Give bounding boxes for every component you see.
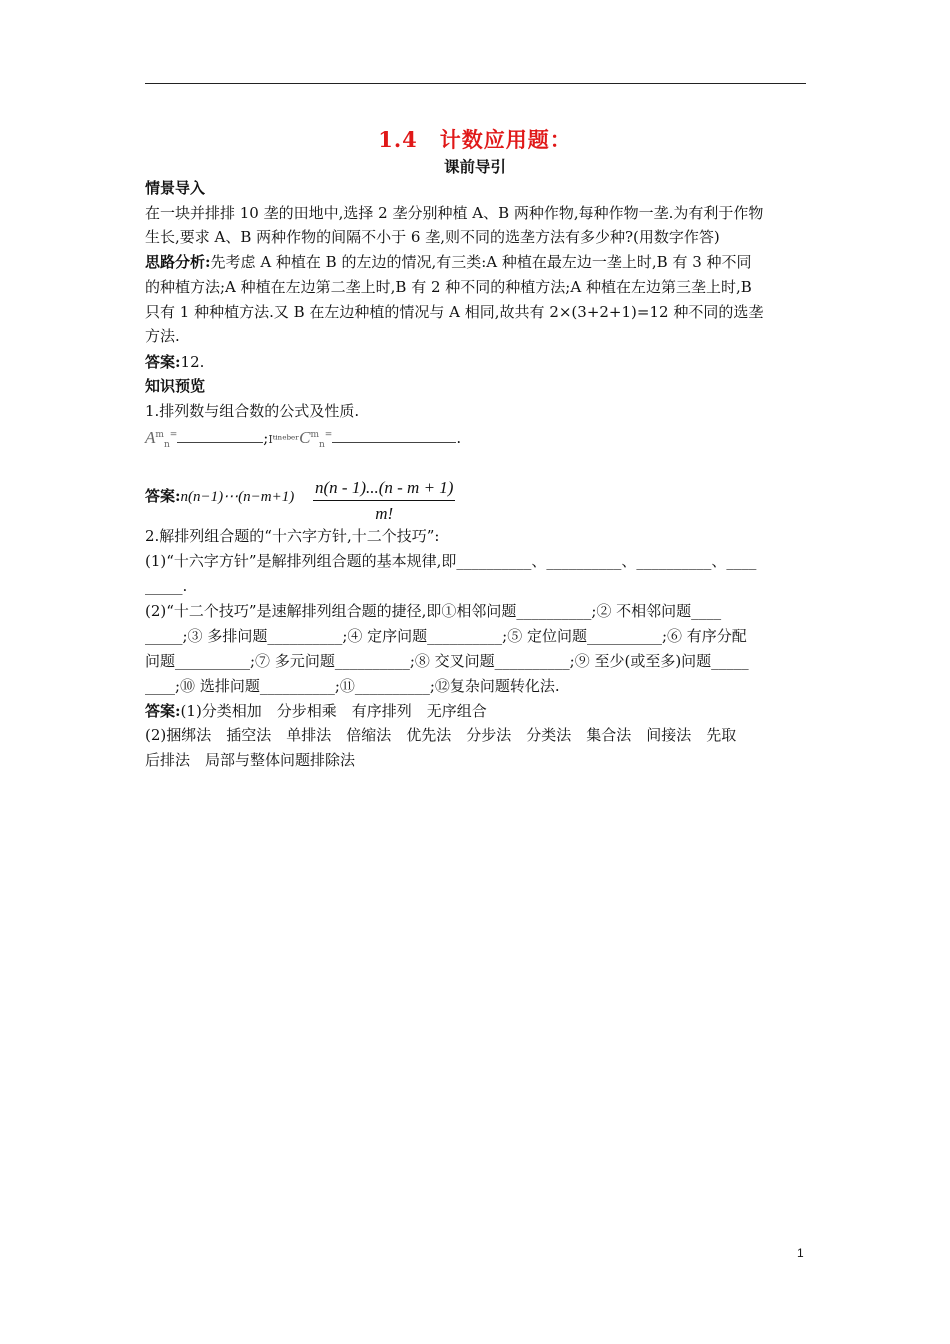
comb-sub: n (319, 440, 325, 450)
analysis-line: 只有 1 种种植方法.又 B 在左边种植的情况与 A 相同,故共有 2×(3+2+1)=12 种不同的选垄 (145, 303, 764, 321)
comb-answer-fraction (313, 478, 455, 524)
technique-line: (2)“十二个技巧”是速解排列组合题的捷径,即①相邻问题__________;② 不相邻问题____ (145, 602, 722, 620)
preview-item-1: 1.排列数与组合数的公式及性质. (145, 402, 360, 420)
technique-line: 问题__________;⑦ 多元问题__________;⑧ 交叉问题__________;⑨ 至少(或至多)问题_____ (145, 652, 749, 670)
analysis-heading: 思路分析: (145, 253, 211, 271)
comb-eq: = (324, 430, 333, 440)
comb-blank (332, 430, 456, 443)
page-number: 1 (797, 1246, 804, 1260)
answer2-heading: 答案: (145, 702, 181, 720)
analysis-line: 方法. (145, 327, 180, 345)
principle-line: (1)“十六字方针”是解排列组合题的基本规律,即__________、__________、__________、____ (145, 552, 757, 570)
header-rule (145, 83, 806, 84)
comb-sup: m (310, 430, 319, 440)
preview-heading: 知识预览 (145, 377, 206, 395)
perm-blank (177, 430, 263, 443)
answer2-text: (1)分类相加 分步相乘 有序排列 无序组合 (180, 702, 487, 720)
fraction-numerator: n(n - 1)...(n - m + 1) (313, 478, 455, 501)
glitch-text: Iᵗⁱⁿᵉᵇᵉʳ (268, 433, 300, 446)
technique-line: ____;⑩ 选排问题__________;⑪__________;⑫复杂问题转化法. (145, 677, 560, 695)
answer2-line (145, 701, 807, 721)
fraction-denominator: m! (375, 504, 394, 523)
technique-line: _____;③ 多排问题__________;④ 定序问题__________;⑤ 定位问题__________;⑥ 有序分配 (145, 627, 747, 645)
perm-answer: n(n−1)⋯(n−m+1) (180, 489, 295, 505)
perm-sub: n (163, 440, 170, 450)
answer-heading: 答案: (145, 353, 181, 371)
formula-row (145, 428, 807, 462)
comb-symbol: C (299, 428, 311, 447)
formula-answer-heading: 答案: (145, 487, 181, 505)
formula-answer-line (145, 486, 807, 507)
analysis-line: 的种植方法;A 种植在左边第二垄上时,B 有 2 种不同的种植方法;A 种植在左边第三垄上时,B (145, 278, 752, 296)
analysis-line (145, 252, 807, 272)
intro-heading: 情景导入 (145, 179, 206, 197)
analysis-text: 先考虑 A 种植在 B 的左边的情况,有三类:A 种植在最左边一垄上时,B 有 3 种不同 (210, 253, 752, 271)
answer2-line: (2)捆绑法 插空法 单排法 倍缩法 优先法 分步法 分类法 集合法 间接法 先取 (145, 726, 737, 744)
perm-sup: m (155, 430, 164, 440)
intro-line: 生长,要求 A、B 两种作物的间隔不小于 6 垄,则不同的选垄方法有多少种?(用数字作答) (145, 228, 720, 246)
perm-eq: = (169, 430, 178, 440)
answer-line (145, 352, 807, 372)
answer2-line: 后排法 局部与整体问题排除法 (145, 751, 356, 769)
preview-item-2: 2.解排列组合题的“十六字方针,十二个技巧”: (145, 527, 440, 545)
answer-text: 12. (180, 353, 205, 371)
perm-symbol: A (145, 428, 156, 447)
principle-line: _____. (145, 577, 188, 595)
formula-separator: ; (263, 429, 269, 447)
section-subtitle: 课前导引 (443, 157, 506, 176)
intro-line: 在一块并排排 10 垄的田地中,选择 2 垄分别种植 A、B 两种作物,每种作物一垄.为有利于作物 (145, 204, 764, 222)
formula-end: . (456, 429, 462, 447)
page-title: 1.4 计数应用题： (378, 127, 572, 152)
